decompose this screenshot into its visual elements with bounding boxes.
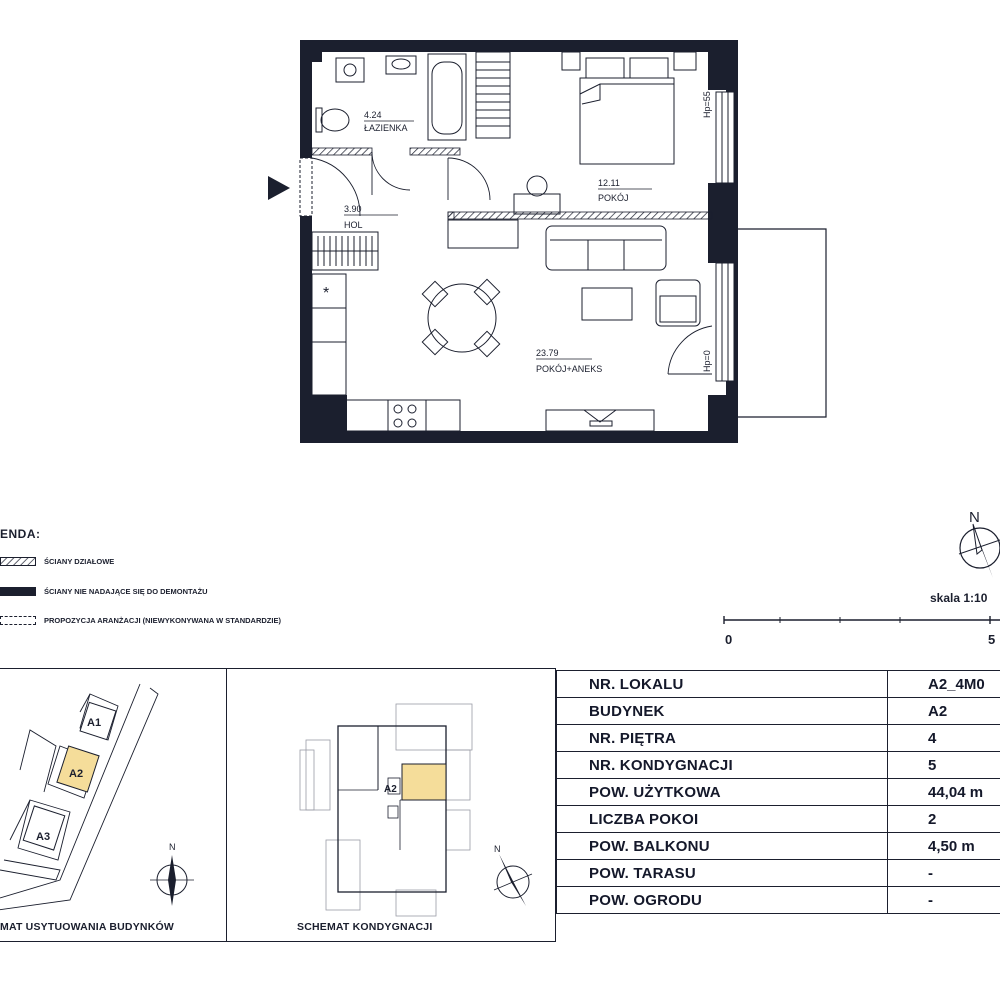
table-row (557, 698, 1000, 725)
row-label: NR. PIĘTRA (557, 725, 888, 752)
table-row (557, 806, 1000, 833)
table-row (557, 752, 1000, 779)
legend-label-bearing: ŚCIANY NIE NADAJĄCE SIĘ DO DEMONTAŻU (44, 587, 208, 596)
bathroom-area: 4.24 (364, 110, 382, 120)
row-label: POW. UŻYTKOWA (557, 779, 888, 806)
row-label: BUDYNEK (557, 698, 888, 725)
bearing-swatch (0, 587, 36, 596)
balcony-outline (738, 229, 826, 417)
scale-start: 0 (725, 632, 733, 647)
bedroom-furniture (514, 52, 696, 214)
row-label: POW. BALKONU (557, 833, 888, 860)
row-value: A2 (888, 698, 1000, 725)
hall-name: HOL (344, 220, 363, 230)
hall-wardrobe (312, 232, 378, 270)
apartment-info-table (556, 670, 1000, 914)
site-building-a1: A1 (87, 717, 102, 729)
row-value: 4 (888, 725, 1000, 752)
bathroom-doors (372, 152, 490, 200)
row-value: 4,50 m (888, 833, 1000, 860)
svg-text:N: N (169, 842, 176, 852)
hall-area: 3.90 (344, 204, 362, 214)
schema-compass-icon (488, 838, 538, 908)
room-labels (344, 91, 712, 374)
bathroom-name: ŁAZIENKA (364, 123, 408, 133)
legend-label-partition: ŚCIANY DZIAŁOWE (44, 557, 115, 566)
svg-text:N: N (494, 844, 501, 854)
living-area: 23.79 (536, 348, 559, 358)
row-label: POW. TARASU (557, 860, 888, 887)
dining-set (422, 279, 499, 356)
living-name: POKÓJ+ANEKS (536, 364, 603, 374)
legend-title: ENDA: (0, 527, 41, 541)
row-value: 5 (888, 752, 1000, 779)
row-value: A2_4M0 (888, 671, 1000, 698)
site-plan (0, 680, 225, 915)
compass-north-label: N (969, 509, 980, 526)
site-building-a2: A2 (69, 768, 84, 780)
frame-divider (226, 668, 227, 942)
row-label: NR. KONDYGNACJI (557, 752, 888, 779)
partition-swatch (0, 557, 36, 566)
row-value: 2 (888, 806, 1000, 833)
row-label: NR. LOKALU (557, 671, 888, 698)
table-row (557, 833, 1000, 860)
row-value: 44,04 m (888, 779, 1000, 806)
row-value: - (888, 887, 1000, 914)
shaft-hatch (476, 52, 510, 138)
row-value: - (888, 860, 1000, 887)
table-row (557, 671, 1000, 698)
schema-building-label: A2 (384, 784, 397, 795)
living-furniture (546, 226, 700, 431)
scale-end: 5 (988, 632, 996, 647)
site-compass-icon (150, 842, 194, 906)
scale-label: skala 1:10 (930, 591, 988, 605)
legend-label-proposal: PROPOZYCJA ARANŻACJI (NIEWYKONYWANA W STANDARDZIE) (44, 616, 281, 625)
table-row (557, 779, 1000, 806)
bedroom-area: 12.11 (598, 178, 620, 188)
window-height-bedroom: Hp=55 (702, 91, 712, 118)
table-row (557, 860, 1000, 887)
floor-plan (0, 0, 1000, 460)
row-label: LICZBA POKOI (557, 806, 888, 833)
fridge-symbol: * (323, 285, 330, 302)
window-height-living: Hp=0 (702, 350, 712, 372)
bedroom-name: POKÓJ (598, 193, 629, 203)
site-building-a3: A3 (36, 831, 51, 843)
scale-bar (720, 614, 1000, 626)
floor-schema (296, 690, 476, 920)
table-row (557, 725, 1000, 752)
floor-schema-caption: SCHEMAT KONDYGNACJI (297, 921, 433, 933)
row-label: POW. OGRODU (557, 887, 888, 914)
compass-large (955, 506, 1000, 586)
hall-bench (448, 220, 518, 248)
entrance-arrow-icon (268, 176, 290, 200)
proposal-swatch (0, 616, 36, 625)
site-plan-caption: MAT USYTUOWANIA BUDYNKÓW (0, 921, 174, 933)
table-row (557, 887, 1000, 914)
